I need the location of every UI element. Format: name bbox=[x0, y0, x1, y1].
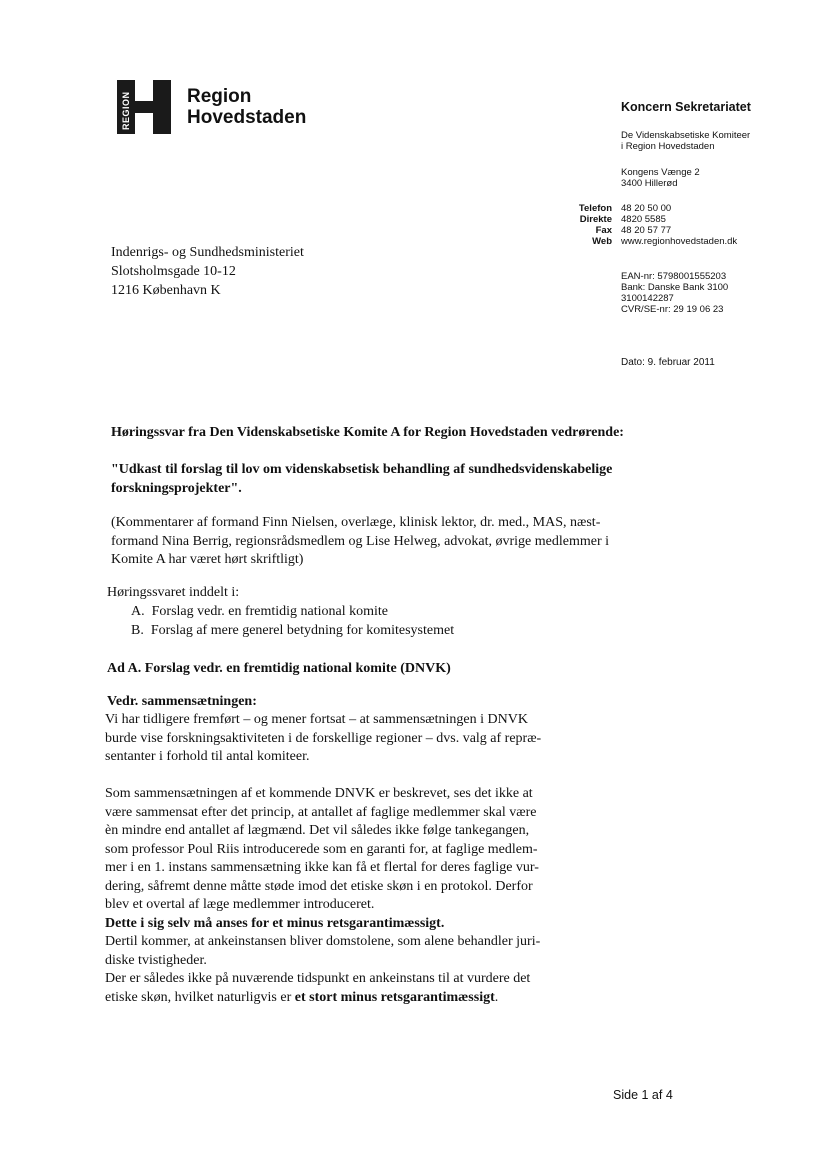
comment-paragraph bbox=[111, 514, 711, 570]
contact-value-fax: 48 20 57 77 bbox=[621, 225, 672, 236]
recipient-line-2: Slotsholmsgade 10-12 bbox=[111, 264, 236, 279]
paragraph-text: etiske skøn, hvilket naturligvis er bbox=[105, 989, 295, 1005]
logo-wordmark bbox=[187, 86, 306, 128]
sender-ean: EAN-nr: 5798001555203 bbox=[621, 271, 727, 282]
paragraph-line: som professor Poul Riis introducerede som en garanti for, at faglige medlem- bbox=[105, 841, 538, 857]
list-marker: B. bbox=[131, 622, 144, 638]
recipient-line-1: Indenrigs- og Sundhedsministeriet bbox=[111, 245, 304, 260]
paragraph-end: . bbox=[494, 989, 499, 1005]
letter-title bbox=[111, 461, 711, 498]
region-logo-mark bbox=[117, 80, 171, 134]
emphasis-line: Dette i sig selv må anses for et minus retsgarantimæssigt. bbox=[105, 915, 445, 931]
logo-line-1: Region bbox=[187, 86, 252, 107]
paragraph-line: Der er således ikke på nuværende tidspunkt en ankeinstans til at vurdere det bbox=[105, 971, 531, 986]
sender-bank: Bank: Danske Bank 3100 bbox=[621, 282, 729, 293]
sub-heading: Vedr. sammensætningen: bbox=[107, 694, 257, 709]
sender-department: Koncern Sekretariatet bbox=[621, 100, 751, 114]
contact-label-telefon: Telefon bbox=[578, 203, 612, 214]
comment-line-1: (Kommentarer af formand Finn Nielsen, overlæge, klinisk lektor, dr. med., MAS, næst- bbox=[111, 515, 601, 530]
sender-cvr: CVR/SE-nr: 29 19 06 23 bbox=[621, 304, 724, 315]
paragraph-line: blev et overtal af læge medlemmer introduceret. bbox=[105, 897, 375, 912]
contact-label-fax: Fax bbox=[595, 225, 612, 236]
sender-address bbox=[621, 167, 700, 189]
letter-heading: Høringssvar fra Den Videnskabsetiske Komite A for Region Hovedstaden vedrørende: bbox=[111, 425, 624, 440]
contact-label-web: Web bbox=[592, 236, 612, 247]
emphasis-text: et stort minus retsgarantimæssigt bbox=[294, 989, 495, 1005]
paragraph-line: èn mindre end antallet af lægmænd. Det vil således ikke følge tankegangen, bbox=[105, 823, 530, 838]
sender-unit-line-2: i Region Hovedstaden bbox=[621, 141, 715, 152]
recipient-line-3: 1216 København K bbox=[111, 283, 221, 298]
letter-date: Dato: 9. februar 2011 bbox=[621, 357, 715, 368]
sender-bank-account: 3100142287 bbox=[621, 293, 674, 304]
contact-value-web: www.regionhovedstaden.dk bbox=[621, 236, 738, 247]
page-number: Side 1 af 4 bbox=[613, 1088, 673, 1102]
list-item-text: Forslag af mere generel betydning for komitesystemet bbox=[150, 622, 455, 638]
paragraph-1 bbox=[105, 711, 645, 767]
sender-street: Kongens Vænge 2 bbox=[621, 167, 700, 178]
contact-values bbox=[621, 203, 737, 247]
contact-value-telefon: 48 20 50 00 bbox=[621, 203, 672, 214]
paragraph-line: sentanter i forhold til antal komiteer. bbox=[105, 749, 310, 764]
paragraph-line: være sammensat efter det princip, at antallet af faglige medlemmer skal være bbox=[105, 804, 537, 820]
sender-registration bbox=[621, 271, 728, 315]
paragraph-2 bbox=[105, 785, 645, 1007]
paragraph-line: Vi har tidligere fremført – og mener fortsat – at sammensætningen i DNVK bbox=[105, 712, 528, 727]
sender-city: 3400 Hillerød bbox=[621, 178, 678, 189]
recipient-address bbox=[111, 243, 304, 300]
section-a-heading: Ad A. Forslag vedr. en fremtidig national komite (DNVK) bbox=[107, 661, 451, 676]
list-item-text: Forslag vedr. en fremtidig national komite bbox=[151, 604, 389, 619]
comment-line-3: Komite A har været hørt skriftligt) bbox=[111, 552, 304, 567]
list-item bbox=[131, 622, 671, 641]
sender-unit-line-1: De Videnskabsetiske Komiteer bbox=[621, 130, 751, 141]
paragraph-line: mer i en 1. instans sammensætning ikke kan få et flertal for deres faglige vur- bbox=[105, 860, 539, 875]
paragraph-line: Som sammensætningen af et kommende DNVK er beskrevet, ses det ikke at bbox=[105, 786, 533, 801]
paragraph-line: burde vise forskningsaktiviteten i de forskellige regioner – dvs. valg af repræ- bbox=[105, 730, 542, 746]
contact-label-direkte: Direkte bbox=[579, 214, 612, 225]
list-item bbox=[131, 603, 671, 622]
list-marker: A. bbox=[131, 604, 145, 619]
contact-value-direkte: 4820 5585 bbox=[621, 214, 666, 225]
paragraph-line: dering, såfremt denne måtte støde imod det etiske skøn i en protokol. Derfor bbox=[105, 878, 533, 894]
comment-line-2: formand Nina Berrig, regionsrådsmedlem og Lise Helweg, advokat, øvrige medlemmer i bbox=[111, 533, 610, 549]
letter-title-line-1: "Udkast til forslag til lov om videnskabsetisk behandling af sundhedsvidenskabelige bbox=[111, 462, 613, 477]
contact-labels bbox=[548, 203, 612, 247]
paragraph-line-mixed bbox=[105, 989, 645, 1008]
logo-line-2: Hovedstaden bbox=[187, 107, 307, 128]
list-intro: Høringssvaret inddelt i: bbox=[107, 585, 240, 600]
section-list bbox=[131, 603, 671, 640]
logo-vertical-text: REGION bbox=[121, 91, 131, 130]
sender-unit bbox=[621, 130, 750, 152]
letter-title-line-2: forskningsprojekter". bbox=[111, 480, 242, 496]
paragraph-line: Dertil kommer, at ankeinstansen bliver domstolene, som alene behandler juri- bbox=[105, 934, 541, 949]
paragraph-line: diske tvistigheder. bbox=[105, 952, 207, 968]
